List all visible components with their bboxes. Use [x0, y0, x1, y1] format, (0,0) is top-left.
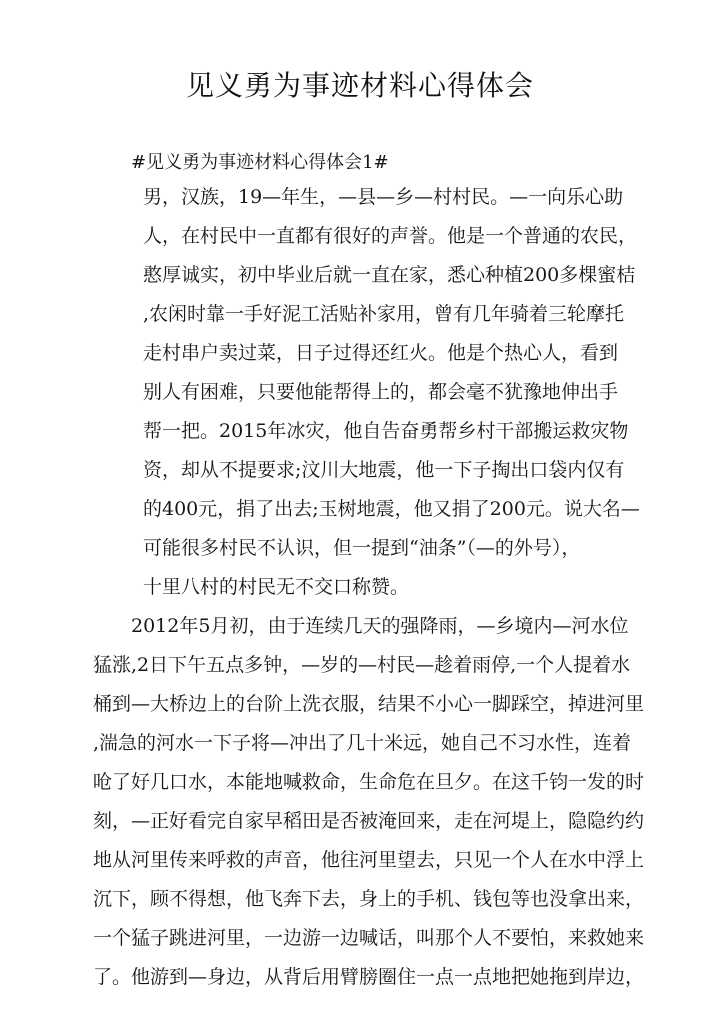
paragraph-line: 了。他游到—身边，从背后用臂膀圈住一点一点地把她拖到岸边，: [93, 966, 645, 988]
paragraph-line: 呛了好几口水，本能地喊救命，生命危在旦夕。在这千钧一发的时: [93, 771, 645, 793]
paragraph-line: 可能很多村民不认识，但一提到“油条”（—的外号），: [143, 537, 581, 559]
paragraph-line: ,农闲时靠一手好泥工活贴补家用，曾有几年骑着三轮摩托: [143, 303, 625, 325]
paragraph-line: 的400元，捐了出去;玉树地震，他又捐了200元。说大名—: [143, 498, 640, 520]
paragraph-line: 人，在村民中一直都有很好的声誉。他是一个普通的农民，: [143, 225, 638, 247]
paragraph-line: ,湍急的河水一下子将—冲出了几十米远，她自己不习水性，连着: [93, 732, 632, 754]
paragraph-line: 走村串户卖过菜，日子过得还红火。他是个热心人，看到: [143, 342, 619, 364]
paragraph-line: 憨厚诚实，初中毕业后就一直在家，悉心种植200多棵蜜桔: [143, 264, 636, 286]
section-heading: #见义勇为事迹材料心得体会1#: [131, 152, 389, 173]
document-title: 见义勇为事迹材料心得体会: [185, 69, 534, 102]
paragraph-line: 一个猛子跳进河里，一边游一边喊话，叫那个人不要怕，来救她来: [93, 927, 645, 949]
paragraph-line: 男，汉族，19—年生，—县—乡—村村民。—一向乐心助: [143, 186, 624, 208]
paragraph-line: 资，却从不提要求;汶川大地震，他一下子掏出口袋内仅有: [143, 459, 625, 481]
paragraph-line: 地从河里传来呼救的声音，他往河里望去，只见一个人在水中浮上: [93, 849, 645, 871]
paragraph-line: 帮一把。2015年冰灾，他自告奋勇帮乡村干部搬运救灾物: [143, 420, 629, 442]
paragraph-line: 十里八村的村民无不交口称赞。: [143, 576, 410, 598]
paragraph-line: 沉下，顾不得想，他飞奔下去，身上的手机、钱包等也没拿出来，: [93, 888, 645, 910]
paragraph-line: 别人有困难，只要他能帮得上的，都会毫不犹豫地伸出手: [143, 381, 619, 403]
paragraph-line: 桶到—大桥边上的台阶上洗衣服，结果不小心一脚踩空，掉进河里: [93, 693, 645, 715]
paragraph-line: 刻，—正好看完自家早稻田是否被淹回来，走在河堤上，隐隐约约: [93, 810, 645, 832]
paragraph-line: 猛涨,2日下午五点多钟，—岁的—村民—趁着雨停,一个人提着水: [93, 654, 631, 676]
paragraph-line: 2012年5月初，由于连续几天的强降雨，—乡境内—河水位: [131, 615, 629, 637]
